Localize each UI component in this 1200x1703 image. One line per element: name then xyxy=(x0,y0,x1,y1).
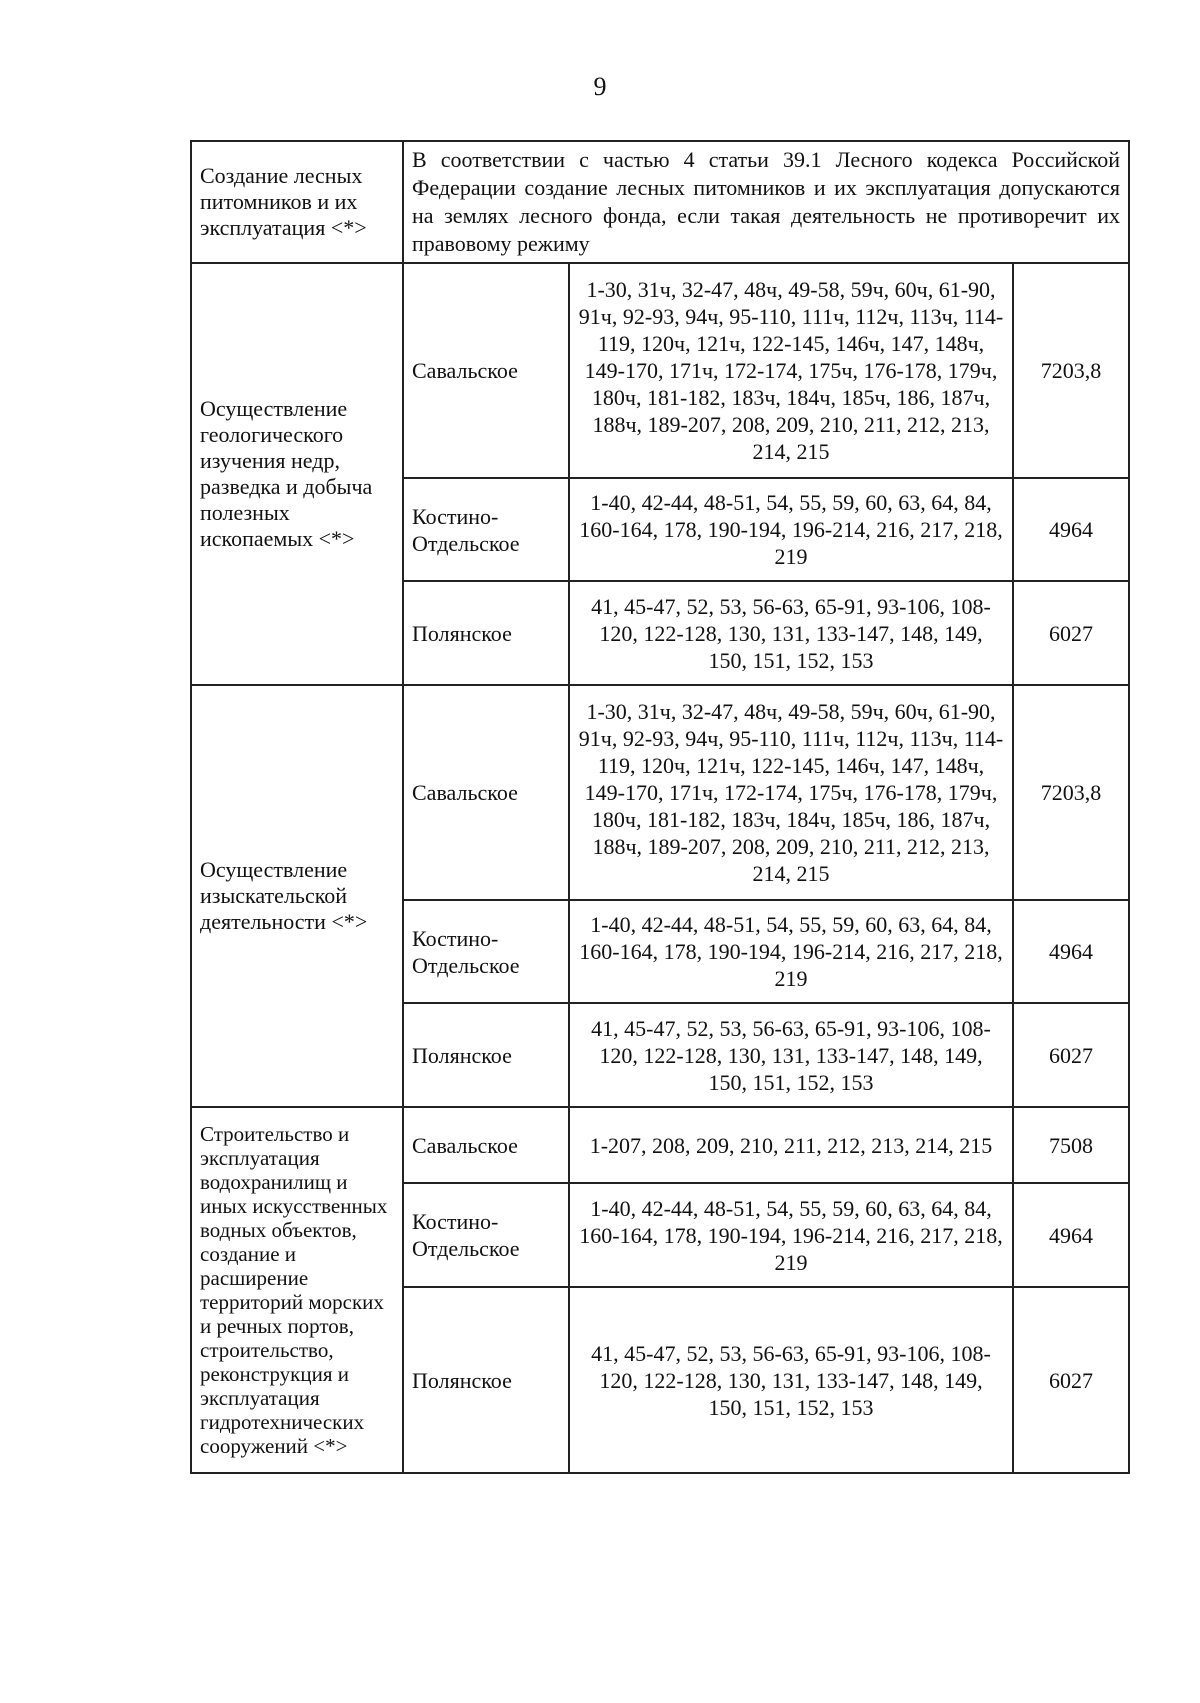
table-row xyxy=(191,685,1129,900)
blocks-cell: 41, 45-47, 52, 53, 56-63, 65-91, 93-106, 108-120, 122-128, 130, 131, 133-147, 148, 149, 150, 151, 152, 153 xyxy=(569,1287,1013,1473)
area-cell: 4964 xyxy=(1013,900,1129,1003)
activity-cell-nursery: Создание лесных питомников и их эксплуатация <*> xyxy=(191,141,403,263)
blocks-cell: 1-40, 42-44, 48-51, 54, 55, 59, 60, 63, 64, 84, 160-164, 178, 190-194, 196-214, 216, 217, 218, 219 xyxy=(569,900,1013,1003)
forestry-cell: Костино-Отдельское xyxy=(403,900,569,1003)
blocks-cell: 1-40, 42-44, 48-51, 54, 55, 59, 60, 63, 64, 84, 160-164, 178, 190-194, 196-214, 216, 217, 218, 219 xyxy=(569,1183,1013,1287)
area-cell: 4964 xyxy=(1013,478,1129,581)
forestry-cell: Савальское xyxy=(403,1107,569,1183)
forestry-cell: Костино-Отдельское xyxy=(403,478,569,581)
table-row xyxy=(191,1107,1129,1183)
area-cell: 4964 xyxy=(1013,1183,1129,1287)
blocks-cell: 1-30, 31ч, 32-47, 48ч, 49-58, 59ч, 60ч, 61-90, 91ч, 92-93, 94ч, 95-110, 111ч, 112ч, 113ч, 114-119, 120ч, 121ч, 122-145, 146ч, 147, 148ч, 149-170, 171ч, 172-174, 175ч, 176-178, 179ч, 180ч, 181-182, 183ч, 184ч, 185ч, 186, 187ч, 188ч, 189-207, 208, 209, 210, 211, 212, 213, 214, 215 xyxy=(569,685,1013,900)
forestry-cell: Полянское xyxy=(403,581,569,685)
area-cell: 7203,8 xyxy=(1013,263,1129,478)
activity-cell-geological: Осуществление геологического изучения недр, разведка и добыча полезных ископаемых <*> xyxy=(191,263,403,685)
area-cell: 7203,8 xyxy=(1013,685,1129,900)
blocks-cell: 41, 45-47, 52, 53, 56-63, 65-91, 93-106, 108-120, 122-128, 130, 131, 133-147, 148, 149, 150, 151, 152, 153 xyxy=(569,581,1013,685)
area-cell: 6027 xyxy=(1013,581,1129,685)
forestry-cell: Савальское xyxy=(403,685,569,900)
blocks-cell: 1-207, 208, 209, 210, 211, 212, 213, 214, 215 xyxy=(569,1107,1013,1183)
table-row xyxy=(191,263,1129,478)
blocks-cell: 1-30, 31ч, 32-47, 48ч, 49-58, 59ч, 60ч, 61-90, 91ч, 92-93, 94ч, 95-110, 111ч, 112ч, 113ч, 114-119, 120ч, 121ч, 122-145, 146ч, 147, 148ч, 149-170, 171ч, 172-174, 175ч, 176-178, 179ч, 180ч, 181-182, 183ч, 184ч, 185ч, 186, 187ч, 188ч, 189-207, 208, 209, 210, 211, 212, 213, 214, 215 xyxy=(569,263,1013,478)
forest-use-table xyxy=(190,140,1130,1474)
blocks-cell: 41, 45-47, 52, 53, 56-63, 65-91, 93-106, 108-120, 122-128, 130, 131, 133-147, 148, 149, 150, 151, 152, 153 xyxy=(569,1003,1013,1107)
nursery-note-cell: В соответствии с частью 4 статьи 39.1 Лесного кодекса Российской Федерации создание лесных питомников и их эксплуатация допускаются на землях лесного фонда, если такая деятельность не противоречит их правовому режиму xyxy=(403,141,1129,263)
blocks-cell: 1-40, 42-44, 48-51, 54, 55, 59, 60, 63, 64, 84, 160-164, 178, 190-194, 196-214, 216, 217, 218, 219 xyxy=(569,478,1013,581)
forestry-cell: Полянское xyxy=(403,1003,569,1107)
table-row-nursery xyxy=(191,141,1129,263)
activity-cell-survey: Осуществление изыскательской деятельности <*> xyxy=(191,685,403,1107)
area-cell: 6027 xyxy=(1013,1287,1129,1473)
activity-cell-reservoirs: Строительство и эксплуатация водохранилищ и иных искусственных водных объектов, создание и расширение территорий морских и речных портов, строительство, реконструкция и эксплуатация гидротехнических сооружений <*> xyxy=(191,1107,403,1473)
area-cell: 6027 xyxy=(1013,1003,1129,1107)
page-number: 9 xyxy=(593,72,607,101)
forestry-cell: Савальское xyxy=(403,263,569,478)
area-cell: 7508 xyxy=(1013,1107,1129,1183)
forestry-cell: Костино-Отдельское xyxy=(403,1183,569,1287)
forestry-cell: Полянское xyxy=(403,1287,569,1473)
